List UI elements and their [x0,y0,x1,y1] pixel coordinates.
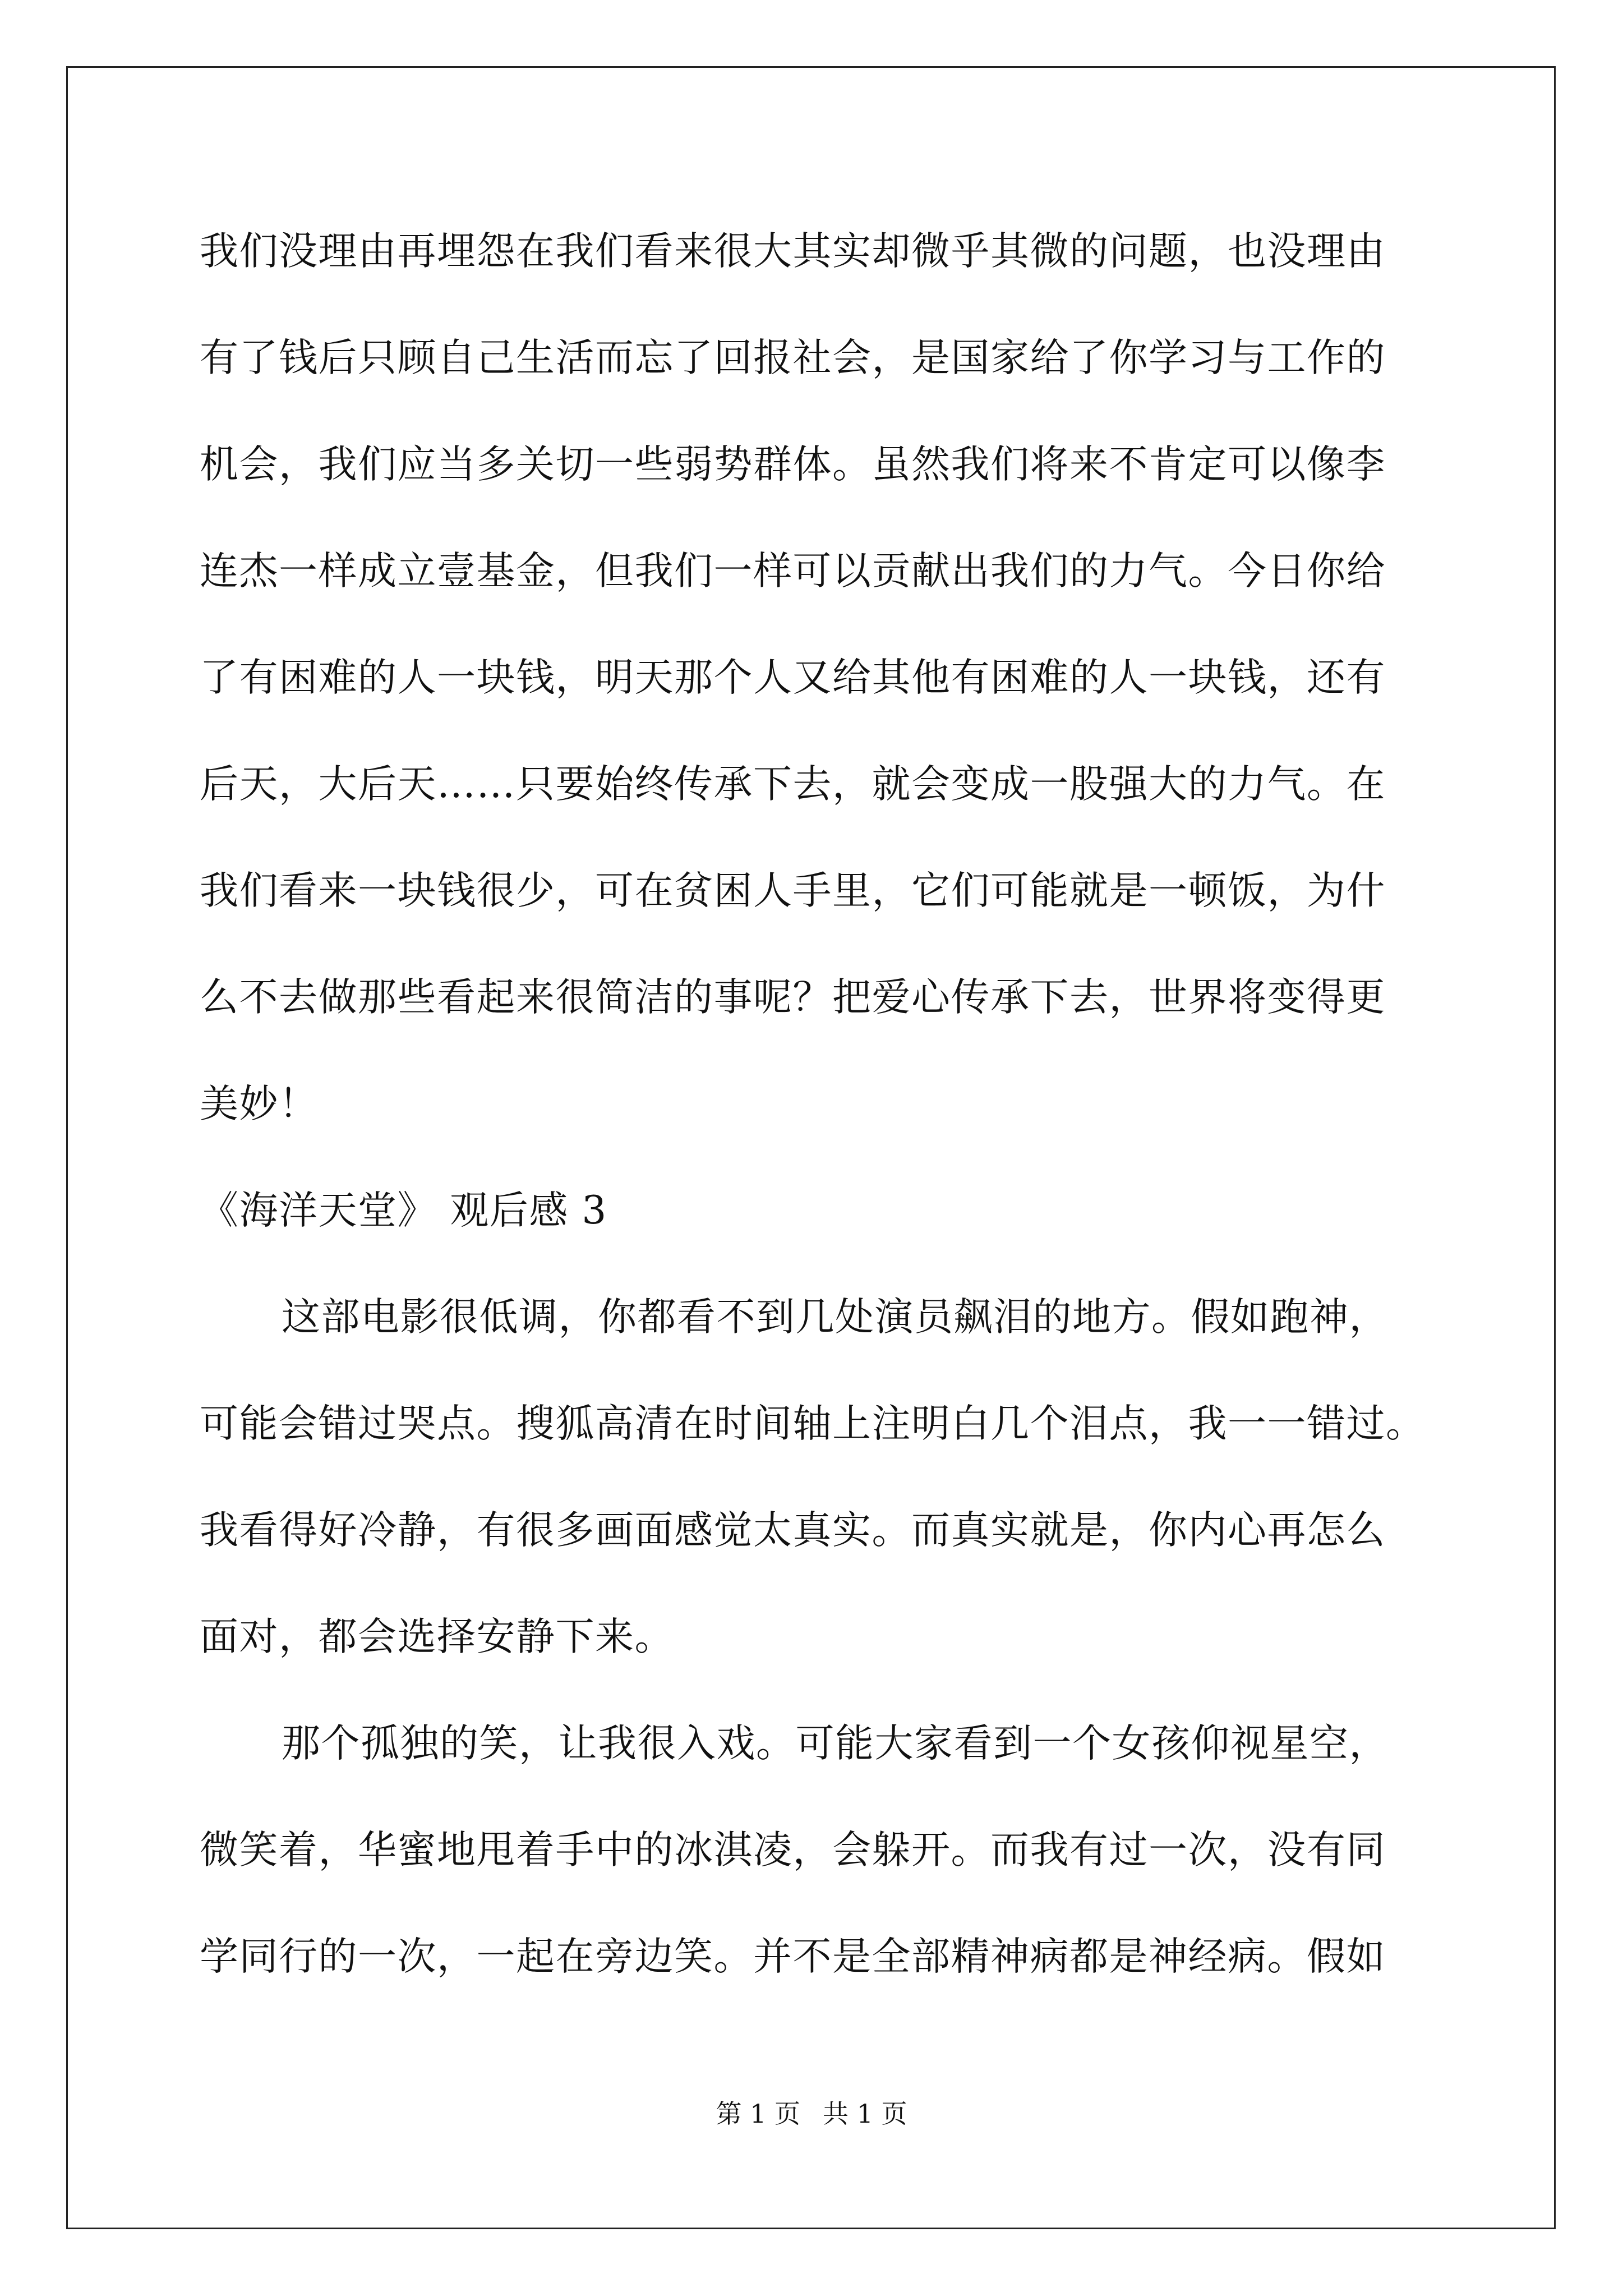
text-line: 后天，大后天……只要始终传承下去，就会变成一股强大的力气。在 [200,762,1386,807]
page-number: 第 1 页 [716,2099,800,2129]
text-line: 那个孤独的笑，让我很入戏。可能大家看到一个女孩仰视星空， [282,1721,1389,1766]
section-heading: 《海洋天堂》 观后感 3 [200,1188,607,1233]
paragraph-1 [200,1279,1445,1705]
text-line: 有了钱后只顾自己生活而忘了回报社会，是国家给了你学习与工作的 [200,335,1386,380]
text-line: 我们没理由再埋怨在我们看来很大其实却微乎其微的问题，也没理由 [200,229,1386,274]
page-footer [0,2097,1623,2131]
text-line: 学同行的一次，一起在旁边笑。并不是全部精神病都是神经病。假如 [200,1934,1386,1979]
document-body [200,213,1445,2025]
paragraph-2 [200,1705,1445,2025]
text-line: 面对，都会选择安静下来。 [200,1614,674,1659]
text-line: 美妙！ [200,1082,319,1126]
paragraph-continuation [200,213,1445,1172]
text-line: 机会，我们应当多关切一些弱势群体。虽然我们将来不肯定可以像李 [200,442,1386,487]
page-total: 共 1 页 [823,2099,907,2129]
text-line: 可能会错过哭点。搜狐高清在时间轴上注明白几个泪点，我一一错过。 [200,1401,1426,1446]
text-line: 这部电影很低调，你都看不到几处演员飙泪的地方。假如跑神， [282,1295,1389,1340]
text-line: 我看得好冷静，有很多画面感觉太真实。而真实就是，你内心再怎么 [200,1508,1386,1553]
text-line: 连杰一样成立壹基金，但我们一样可以贡献出我们的力气。今日你给 [200,549,1386,593]
text-line: 了有困难的人一块钱，明天那个人又给其他有困难的人一块钱，还有 [200,655,1386,700]
text-line: 我们看来一块钱很少，可在贫困人手里，它们可能就是一顿饭，为什 [200,868,1386,913]
text-line: 微笑着，华蜜地甩着手中的冰淇凌，会躲开。而我有过一次，没有同 [200,1828,1386,1872]
text-line: 么不去做那些看起来很简洁的事呢？把爱心传承下去，世界将变得更 [200,975,1386,1020]
